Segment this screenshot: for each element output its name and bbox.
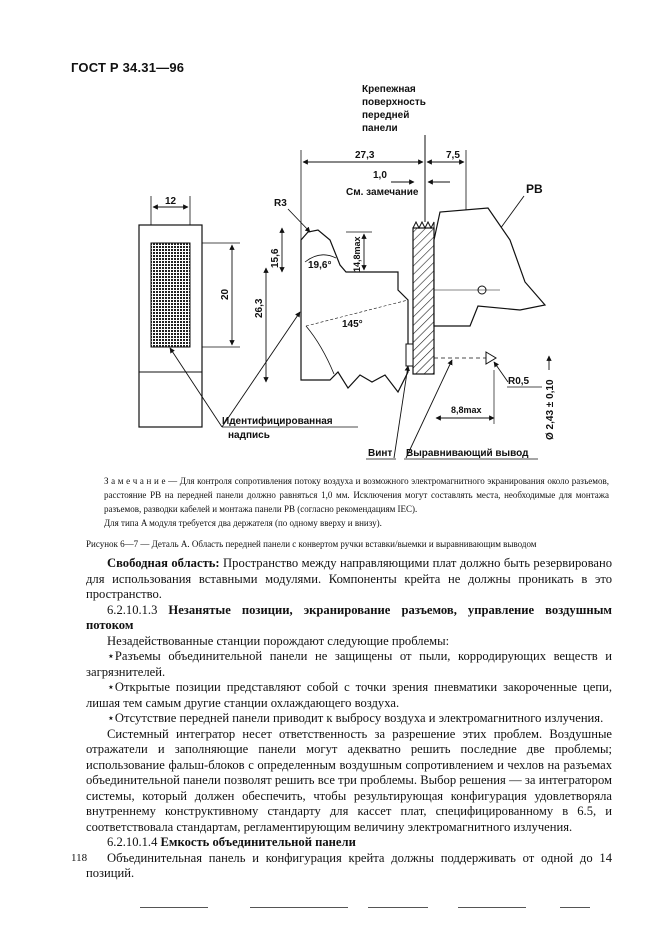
pb-component	[434, 208, 545, 326]
standard-header: ГОСТ Р 34.31—96	[71, 60, 185, 75]
figure-caption: Рисунок 6—7 — Деталь A. Область передней панели с конвертом ручки вставки/выемки и выравнивающим выводом	[86, 539, 537, 549]
note-paragraph-2: Для типа A модуля требуется два держателя (по одному вверху и внизу).	[104, 518, 382, 528]
r0-5-label: R0,5	[508, 376, 530, 387]
dim-20-label: 20	[220, 288, 231, 300]
page-number: 118	[71, 852, 88, 864]
ident-label-1: Идентифицированная	[222, 416, 333, 427]
free-area-text: Пространство между направляющими плат должно быть резервировано для использования вставными модулями. Компоненты крейта не должны проникать в это пространство.	[86, 556, 612, 601]
screw-head	[406, 344, 413, 366]
footer-rule-5	[560, 907, 590, 908]
r3-leader	[288, 209, 310, 232]
dim-1-0-label: 1,0	[373, 170, 387, 181]
mount-surface-label-4: панели	[362, 123, 398, 134]
front-panel-section	[413, 228, 434, 374]
dim-2-43-label: Ø 2,43 ± 0,10	[545, 379, 556, 440]
ident-label-2: надпись	[228, 430, 270, 441]
free-area-term: Свободная область:	[107, 556, 220, 570]
dim-26-3-label: 26,3	[254, 298, 265, 318]
dim-8-8-label: 8,8max	[451, 405, 482, 415]
note-paragraph-1: З а м е ч а н и е — Для контроля сопротивления потоку воздуха и возможного электромагнитного экранирования около разъемов, расстояние PB на передней панели должно равняться 1,0 мм. Исключения могут составлять места, необходимые для монтажа разъемов, разводки кабелей и монтажа панели PB (согласно рекомендациям IEC).	[104, 476, 609, 514]
dim-7-5-label: 7,5	[446, 150, 460, 161]
ventilation-grid	[151, 243, 190, 347]
ident-leader-2	[222, 312, 300, 427]
mount-surface-label-1: Крепежная	[362, 84, 416, 95]
section-number-6-2-10-1-3: 6.2.10.1.3	[107, 602, 158, 617]
dim-14-8-label: 14,8max	[352, 236, 362, 272]
problem-item-3: ⋆Отсутствие передней панели приводит к выбросу воздуха и электромагнитного излучения.	[107, 711, 604, 725]
footer-rule-2	[250, 907, 348, 908]
align-pin-label: Выравнивающий вывод	[406, 448, 529, 459]
dim-15-6-label: 15,6	[270, 248, 281, 268]
body-text	[86, 556, 612, 882]
mount-surface-label-3: передней	[362, 110, 410, 121]
backplane-capacity-paragraph: Объединительная панель и конфигурация крейта должны поддерживать от одной до 14 позиций.	[86, 850, 612, 880]
see-note-label: См. замечание	[346, 187, 419, 198]
footer-rule-1	[140, 907, 208, 908]
screw-label: Винт	[368, 448, 393, 459]
r3-label: R3	[274, 198, 287, 209]
pb-label: PB	[526, 182, 543, 196]
section-number-6-2-10-1-4: 6.2.10.1.4	[107, 835, 158, 849]
section-title-6-2-10-1-4: Емкость объединительной панели	[160, 835, 356, 849]
figure-note	[104, 474, 609, 530]
footer-rule-3	[368, 907, 428, 908]
angle-145-label: 145°	[342, 319, 363, 330]
front-panel-teeth	[413, 222, 434, 228]
dim-12-label: 12	[165, 196, 177, 207]
align-pin-leader	[406, 360, 452, 458]
problem-item-2: ⋆Открытые позиции представляют собой с точки зрения пневматики закороченные цепи, лишая тем самым другие станции охлаждающего воздуха.	[86, 680, 612, 710]
r0-5-leader	[494, 362, 508, 382]
angle-19-6-label: 19,6°	[308, 260, 332, 271]
mount-surface-label-2: поверхность	[362, 97, 426, 108]
problem-item-1: ⋆Разъемы объединительной панели не защищены от пыли, корродирующих веществ и загрязнителей.	[86, 649, 612, 679]
problems-intro: Незадействованные станции порождают следующие проблемы:	[107, 633, 450, 648]
footer-rule-4	[458, 907, 526, 908]
integrator-paragraph: Системный интегратор несет ответственность за разрешение этих проблем. Воздушные отражатели и заполняющие панели могут адекватно решить последние две проблемы; использование фальш-блоков с определенным воздушным сопротивлением и чехлов на разъемах объединительной панели позволят решить все три проблемы. Выбор решения — за интегратором системы, который должен обеспечить, чтобы результирующая конфигурация удовлетворяла внутреннему конструктивному стандарту для кассет плат, специфицированному в 6.5, и соответствовала стандартам, регламентирующим величину электромагнитного излучения.	[86, 726, 612, 834]
dim-27-3-label: 27,3	[355, 150, 375, 161]
section-title-6-2-10-1-3: Незанятые позиции, экранирование разъемов, управление воздушным потоком	[86, 602, 612, 632]
